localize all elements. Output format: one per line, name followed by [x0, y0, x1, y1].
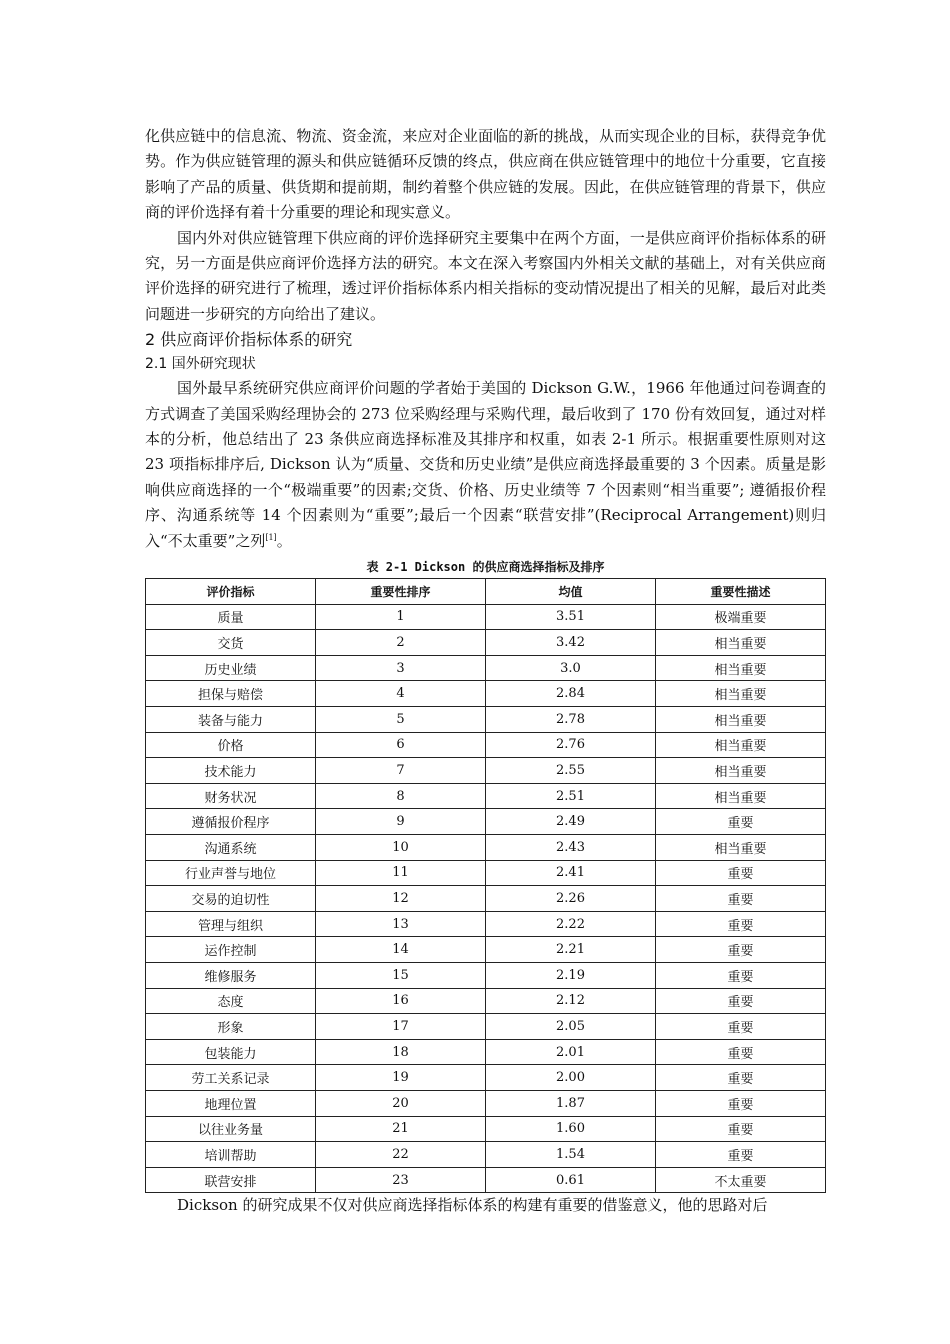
table-row: [146, 732, 826, 758]
table-body: [146, 604, 826, 1193]
table-cell: 行业声誉与地位: [146, 860, 316, 886]
column-header: 重要性描述: [656, 579, 826, 605]
table-cell: 8: [316, 783, 486, 809]
paragraph-dickson-significance: Dickson 的研究成果不仅对供应商选择指标体系的构建有重要的借鉴意义，他的思路对后: [177, 1196, 768, 1215]
table-row: [146, 758, 826, 784]
table-cell: 质量: [146, 604, 316, 630]
table-cell: 18: [316, 1039, 486, 1065]
table-cell: 5: [316, 707, 486, 733]
table-cell: 劳工关系记录: [146, 1065, 316, 1091]
table-cell: 2.19: [486, 963, 656, 989]
table-cell: 重要: [656, 1116, 826, 1142]
table-cell: 1.54: [486, 1142, 656, 1168]
column-header: 重要性排序: [316, 579, 486, 605]
table-cell: 交易的迫切性: [146, 886, 316, 912]
table-cell: 包装能力: [146, 1039, 316, 1065]
table-row: [146, 1065, 826, 1091]
table-cell: 3.0: [486, 655, 656, 681]
table-cell: 9: [316, 809, 486, 835]
citation-ref: [1]: [265, 532, 277, 542]
table-cell: 装备与能力: [146, 707, 316, 733]
table-cell: 12: [316, 886, 486, 912]
column-header: 评价指标: [146, 579, 316, 605]
table-row: [146, 630, 826, 656]
table-cell: 相当重要: [656, 758, 826, 784]
table-cell: 相当重要: [656, 681, 826, 707]
table-row: [146, 604, 826, 630]
table-cell: 2: [316, 630, 486, 656]
paragraph-dickson-end: 。: [276, 531, 292, 550]
table-cell: 重要: [656, 988, 826, 1014]
table-cell: 2.78: [486, 707, 656, 733]
table-cell: 联营安排: [146, 1167, 316, 1193]
table-cell: 2.01: [486, 1039, 656, 1065]
table-cell: 2.51: [486, 783, 656, 809]
document-page: [145, 124, 826, 1219]
table-row: [146, 937, 826, 963]
table-cell: 重要: [656, 911, 826, 937]
table-cell: 2.05: [486, 1014, 656, 1040]
table-cell: 形象: [146, 1014, 316, 1040]
table-cell: 20: [316, 1090, 486, 1116]
table-cell: 管理与组织: [146, 911, 316, 937]
table-cell: 重要: [656, 937, 826, 963]
table-cell: 2.21: [486, 937, 656, 963]
table-row: [146, 1090, 826, 1116]
table-row: [146, 988, 826, 1014]
table-cell: 地理位置: [146, 1090, 316, 1116]
paragraph-dickson-study: [145, 376, 826, 554]
table-cell: 23: [316, 1167, 486, 1193]
paragraph-dickson-text: 国外最早系统研究供应商评价问题的学者始于美国的 Dickson G.W.，1966 年他通过问卷调查的方式调查了美国采购经理协会的 273 位采购经理与采购代理，最后收到了 170 份有效回复，通过对样本的分析，他总结出了 23 条供应商选择标准及其排序和权重，如表 2-1 所示。根据重要性原则对这 23 项指标排序后, Dickson 认为“质量、交货和历史业绩”是供应商选择最重要的 3 个因素。质量是影响供应商选择的一个“极端重要”的因素;交货、价格、历史业绩等 7 个因素则“相当重要”; 遵循报价程序、沟通系统等 14 个因素则为“重要”;最后一个因素“联营安排”(Reciprocal Arrangement)则归入“不太重要”之列: [145, 379, 826, 550]
table-cell: 2.41: [486, 860, 656, 886]
table-row: [146, 1142, 826, 1168]
table-cell: 2.43: [486, 835, 656, 861]
table-row: [146, 963, 826, 989]
table-caption: 表 2-1 Dickson 的供应商选择指标及排序: [366, 560, 605, 575]
table-row: [146, 783, 826, 809]
table-cell: 10: [316, 835, 486, 861]
table-cell: 技术能力: [146, 758, 316, 784]
table-header-row: [146, 579, 826, 605]
table-cell: 以往业务量: [146, 1116, 316, 1142]
table-cell: 不太重要: [656, 1167, 826, 1193]
table-cell: 运作控制: [146, 937, 316, 963]
table-cell: 6: [316, 732, 486, 758]
table-cell: 1.87: [486, 1090, 656, 1116]
section-heading-2-1: 2.1 国外研究现状: [145, 356, 256, 373]
table-cell: 相当重要: [656, 732, 826, 758]
table-cell: 相当重要: [656, 630, 826, 656]
table-cell: 重要: [656, 809, 826, 835]
table-cell: 19: [316, 1065, 486, 1091]
table-cell: 16: [316, 988, 486, 1014]
table-cell: 遵循报价程序: [146, 809, 316, 835]
section-heading-2: 2 供应商评价指标体系的研究: [145, 330, 353, 350]
column-header: 均值: [486, 579, 656, 605]
table-cell: 2.22: [486, 911, 656, 937]
table-cell: 财务状况: [146, 783, 316, 809]
table-row: [146, 886, 826, 912]
table-cell: 3: [316, 655, 486, 681]
table-cell: 态度: [146, 988, 316, 1014]
table-cell: 价格: [146, 732, 316, 758]
table-cell: 2.00: [486, 1065, 656, 1091]
table-cell: 维修服务: [146, 963, 316, 989]
table-cell: 2.26: [486, 886, 656, 912]
table-cell: 17: [316, 1014, 486, 1040]
table-cell: 极端重要: [656, 604, 826, 630]
table-row: [146, 809, 826, 835]
table-cell: 重要: [656, 1014, 826, 1040]
table-cell: 14: [316, 937, 486, 963]
table-row: [146, 1014, 826, 1040]
paragraph-research-overview: 国内外对供应链管理下供应商的评价选择研究主要集中在两个方面，一是供应商评价指标体系的研究，另一方面是供应商评价选择方法的研究。本文在深入考察国内外相关文献的基础上，对有关供应商评价选择的研究进行了梳理，透过评价指标体系内相关指标的变动情况提出了相关的见解，最后对此类问题进一步研究的方向给出了建议。: [145, 228, 826, 323]
table-cell: 相当重要: [656, 783, 826, 809]
table-cell: 交货: [146, 630, 316, 656]
table-row: [146, 655, 826, 681]
table-row: [146, 1167, 826, 1193]
table-cell: 2.12: [486, 988, 656, 1014]
table-cell: 历史业绩: [146, 655, 316, 681]
table-cell: 重要: [656, 1039, 826, 1065]
table-row: [146, 835, 826, 861]
table-cell: 22: [316, 1142, 486, 1168]
table-cell: 相当重要: [656, 655, 826, 681]
table-cell: 重要: [656, 886, 826, 912]
table-cell: 3.42: [486, 630, 656, 656]
table-cell: 1.60: [486, 1116, 656, 1142]
table-cell: 沟通系统: [146, 835, 316, 861]
table-cell: 重要: [656, 1065, 826, 1091]
table-cell: 重要: [656, 860, 826, 886]
table-cell: 21: [316, 1116, 486, 1142]
table-cell: 2.55: [486, 758, 656, 784]
table-cell: 13: [316, 911, 486, 937]
table-cell: 重要: [656, 963, 826, 989]
table-cell: 相当重要: [656, 835, 826, 861]
table-cell: 重要: [656, 1142, 826, 1168]
table-cell: 1: [316, 604, 486, 630]
table-cell: 3.51: [486, 604, 656, 630]
table-row: [146, 1039, 826, 1065]
table-cell: 15: [316, 963, 486, 989]
table-cell: 0.61: [486, 1167, 656, 1193]
paragraph-intro-continued: 化供应链中的信息流、物流、资金流，来应对企业面临的新的挑战，从而实现企业的目标，获得竞争优势。作为供应链管理的源头和供应链循环反馈的终点，供应商在供应链管理中的地位十分重要，它直接影响了产品的质量、供货期和提前期，制约着整个供应链的发展。因此，在供应链管理的背景下，供应商的评价选择有着十分重要的理论和现实意义。: [145, 127, 826, 222]
table-row: [146, 707, 826, 733]
table-cell: 4: [316, 681, 486, 707]
table-row: [146, 911, 826, 937]
supplier-criteria-table: [145, 578, 826, 1193]
table-row: [146, 681, 826, 707]
table-cell: 担保与赔偿: [146, 681, 316, 707]
table-cell: 2.76: [486, 732, 656, 758]
table-cell: 相当重要: [656, 707, 826, 733]
table-cell: 11: [316, 860, 486, 886]
table-row: [146, 860, 826, 886]
table-cell: 重要: [656, 1090, 826, 1116]
table-cell: 2.84: [486, 681, 656, 707]
table-cell: 培训帮助: [146, 1142, 316, 1168]
table-cell: 2.49: [486, 809, 656, 835]
table-cell: 7: [316, 758, 486, 784]
table-row: [146, 1116, 826, 1142]
